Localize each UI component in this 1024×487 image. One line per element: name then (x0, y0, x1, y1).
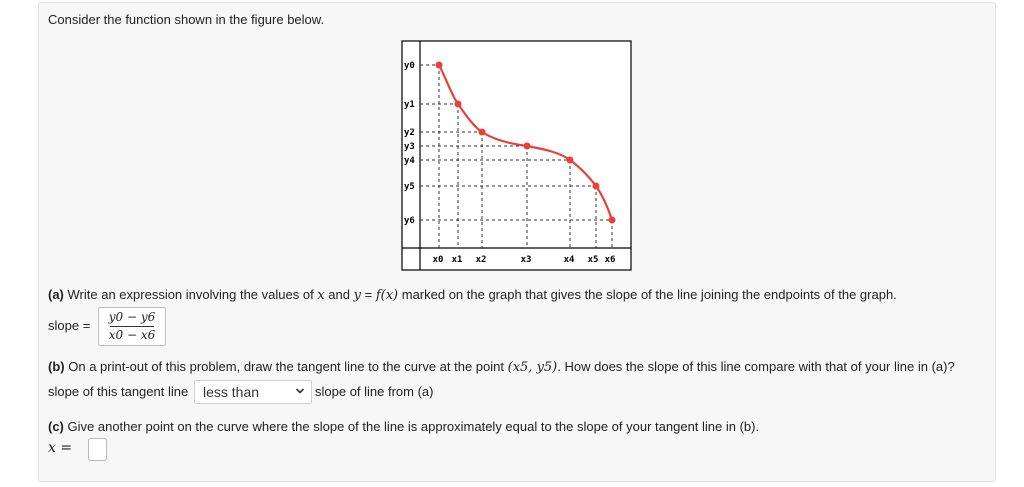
part-b-text: On a print-out of this problem, draw the tangent line to the curve at the point (68, 359, 504, 374)
slope-numerator: y0 − y6 (108, 310, 156, 324)
tangent-point: (x5, y5) (507, 360, 558, 375)
x-label-1: x1 (451, 255, 463, 265)
x-label-0: x0 (432, 255, 444, 265)
point-4 (567, 157, 574, 164)
graph-frame (402, 41, 631, 270)
x-equals-label: x = (48, 440, 73, 456)
point-5 (593, 183, 600, 190)
part-a-text-after: marked on the graph that gives the slope of the line joining the endpoints of the graph. (401, 287, 897, 302)
slope-answer-box[interactable] (98, 307, 166, 346)
part-c-question (48, 419, 759, 434)
line-a-slope-label: slope of line from (a) (315, 384, 434, 399)
and-text: and (328, 287, 350, 302)
x-answer-input[interactable] (88, 438, 107, 461)
function-graph (401, 40, 633, 274)
x-label-2: x2 (475, 255, 487, 265)
y-label-6: y6 (404, 216, 415, 226)
x-label-6: x6 (604, 255, 616, 265)
tangent-slope-label: slope of this tangent line (48, 384, 189, 399)
point-1 (455, 101, 462, 108)
slope-label: slope = (48, 318, 91, 333)
y-label-5: y5 (404, 182, 415, 192)
equals-sign: = (364, 287, 373, 302)
x-label-3: x3 (520, 255, 532, 265)
point-3 (524, 143, 531, 150)
chevron-down-icon (295, 386, 305, 396)
part-c-label: (c) (48, 419, 64, 434)
y-label-3: y3 (404, 142, 415, 152)
intro-text: Consider the function shown in the figure below. (48, 12, 325, 27)
part-a-question (48, 287, 897, 303)
function-expr: f(x) (375, 288, 399, 303)
y-label-4: y4 (404, 156, 415, 166)
x-label-5: x5 (587, 255, 599, 265)
part-c-text: Give another point on the curve where the slope of the line is approximately equal to the slope of your tangent line in (b). (67, 419, 760, 434)
y-label-1: y1 (404, 100, 415, 110)
comparison-select-value: less than (203, 384, 260, 400)
part-b-label: (b) (48, 359, 65, 374)
y-label-0: y0 (404, 61, 415, 71)
comparison-select[interactable] (194, 380, 312, 404)
y-label-2: y2 (404, 128, 415, 138)
point-2 (479, 129, 486, 136)
part-b-question (48, 359, 955, 375)
var-y: y (353, 288, 361, 303)
var-x: x (317, 288, 325, 303)
part-a-label: (a) (48, 287, 64, 302)
question-panel (38, 2, 996, 482)
point-0 (436, 62, 443, 69)
point-6 (609, 217, 616, 224)
fraction-bar (110, 326, 154, 327)
slope-denominator: x0 − x6 (108, 328, 156, 342)
x-label-4: x4 (563, 255, 575, 265)
part-a-text: Write an expression involving the values of (67, 287, 314, 302)
part-b-text-after: . How does the slope of this line compare with that of your line in (a)? (557, 359, 955, 374)
